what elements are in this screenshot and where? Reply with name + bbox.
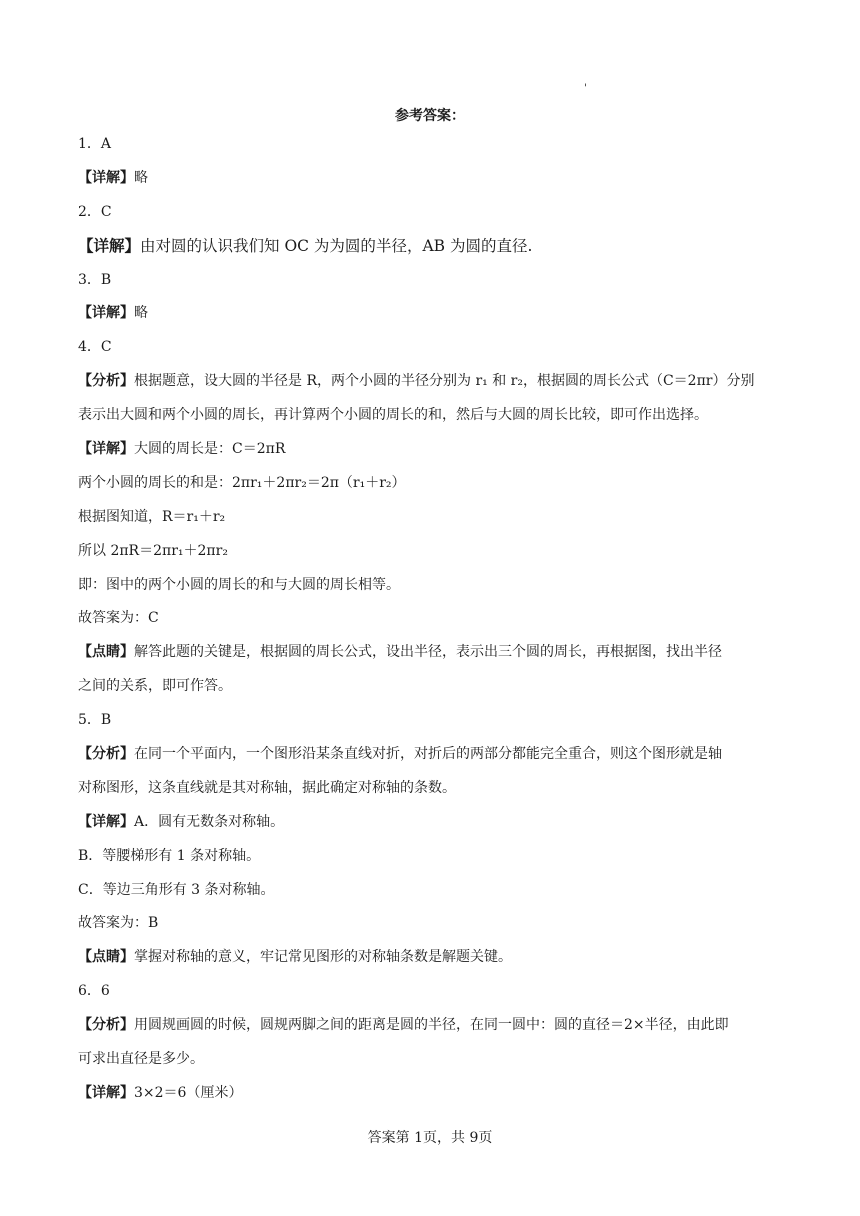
answer-line: 【详解】略 — [78, 169, 148, 186]
answer-line: 【详解】3×2＝6（厘米） — [78, 1084, 243, 1101]
answer-line: 根据图知道，R＝r₁＋r₂ — [78, 508, 226, 525]
answer-line: C．等边三角形有 3 条对称轴。 — [78, 881, 275, 898]
answer-line: 5．B — [78, 712, 112, 729]
answer-line: 6．6 — [78, 983, 110, 1000]
answer-line: 之间的关系，即可作答。 — [78, 678, 232, 695]
answer-line: 3．B — [78, 271, 112, 288]
answer-line: 两个小圆的周长的和是：2πr₁＋2πr₂＝2π（r₁＋r₂） — [78, 474, 406, 491]
answer-line: 【详解】由对圆的认识我们知 OC 为为圆的半径，AB 为圆的直径. — [78, 235, 533, 255]
answer-line: 【分析】根据题意，设大圆的半径是 R，两个小圆的半径分别为 r₁ 和 r₂，根据圆的周长公式（C＝2πr）分别 — [78, 373, 755, 390]
answer-line: 【点睛】掌握对称轴的意义，牢记常见图形的对称轴条数是解题关键。 — [78, 949, 512, 966]
answer-body — [78, 132, 790, 1115]
answer-line: 所以 2πR＝2πr₁＋2πr₂ — [78, 542, 228, 559]
answer-line: 2．C — [78, 203, 112, 220]
answer-line: 4．C — [78, 339, 112, 356]
answer-line: 【分析】用圆规画圆的时候，圆规两脚之间的距离是圆的半径，在同一圆中：圆的直径＝2×半径，由此即 — [78, 1017, 729, 1034]
answer-line: 【分析】在同一个平面内，一个图形沿某条直线对折，对折后的两部分都能完全重合，则这个图形就是轴 — [78, 746, 722, 763]
answer-line: 故答案为：C — [78, 610, 159, 627]
answer-line: 表示出大圆和两个小圆的周长，再计算两个小圆的周长的和，然后与大圆的周长比较，即可作出选择。 — [78, 407, 708, 424]
page-mark: ' — [584, 83, 587, 94]
page-footer: 答案第 1页，共 9页 — [367, 1130, 493, 1146]
answer-line: 【点睛】解答此题的关键是，根据圆的周长公式，设出半径，表示出三个圆的周长，再根据图，找出半径 — [78, 644, 722, 661]
page-title: 参考答案： — [395, 108, 465, 124]
answer-line: B．等腰梯形有 1 条对称轴。 — [78, 847, 261, 864]
answer-line: 【详解】A．圆有无数条对称轴。 — [78, 813, 285, 830]
answer-line: 故答案为：B — [78, 915, 159, 932]
answer-line: 对称图形，这条直线就是其对称轴，据此确定对称轴的条数。 — [78, 779, 456, 796]
answer-line: 即：图中的两个小圆的周长的和与大圆的周长相等。 — [78, 576, 400, 593]
answer-line: 【详解】大圆的周长是：C＝2πR — [78, 441, 286, 458]
answer-line: 1．A — [78, 136, 112, 152]
answer-line: 【详解】略 — [78, 305, 148, 322]
answer-line: 可求出直径是多少。 — [78, 1051, 204, 1068]
